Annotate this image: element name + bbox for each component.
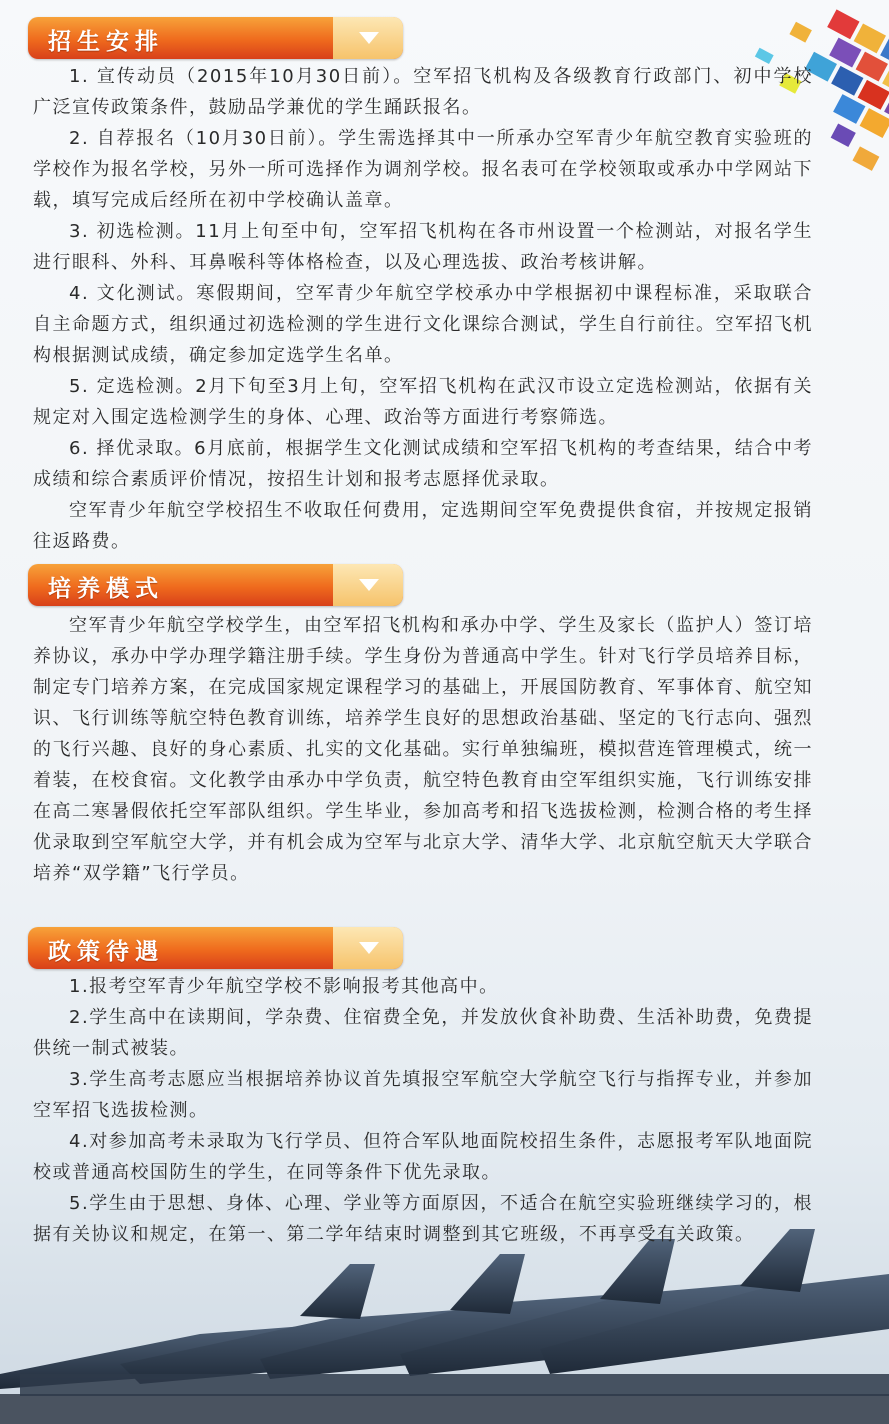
paragraph: 1. 宣传动员（2015年10月30日前）。空军招飞机构及各级教育行政部门、初中学校广泛宣传政策条件，鼓励品学兼优的学生踊跃报名。 (33, 66, 813, 118)
chevron-down-icon (359, 32, 379, 44)
paragraph: 4. 文化测试。寒假期间，空军青少年航空学校承办中学根据初中课程标准，采取联合自主命题方式，组织通过初选检测的学生进行文化课综合测试，学生自行前往。空军招飞机构根据测试成绩，确定参加定选学生名单。 (33, 283, 813, 366)
section-body-training (33, 610, 813, 889)
paragraph: 3.学生高考志愿应当根据培养协议首先填报空军航空大学航空飞行与指挥专业，并参加空军招飞选拔检测。 (33, 1069, 813, 1121)
paragraph: 5.学生由于思想、身体、心理、学业等方面原因，不适合在航空实验班继续学习的，根据有关协议和规定，在第一、第二学年结束时调整到其它班级，不再享受有关政策。 (33, 1193, 813, 1245)
section-body-policy (33, 971, 813, 1250)
paragraph: 4.对参加高考未录取为飞行学员、但符合军队地面院校招生条件，志愿报考军队地面院校或普通高校国防生的学生，在同等条件下优先录取。 (33, 1131, 813, 1183)
paragraph: 3. 初选检测。11月上旬至中旬，空军招飞机构在各市州设置一个检测站，对报名学生进行眼科、外科、耳鼻喉科等体格检查，以及心理选拔、政治考核讲解。 (33, 221, 813, 273)
section-header-policy[interactable] (28, 927, 403, 969)
paragraph: 空军青少年航空学校招生不收取任何费用，定选期间空军免费提供食宿，并按规定报销往返路费。 (33, 500, 813, 552)
section-toggle[interactable] (333, 564, 403, 606)
paragraph: 5. 定选检测。2月下旬至3月上旬，空军招飞机构在武汉市设立定选检测站，依据有关规定对入围定选检测学生的身体、心理、政治等方面进行考察筛选。 (33, 376, 813, 428)
section-body-enrollment (33, 61, 813, 557)
section-title: 培养模式 (48, 575, 164, 602)
paragraph: 2.学生高中在读期间，学杂费、住宿费全免，并发放伙食补助费、生活补助费，免费提供统一制式被装。 (33, 1007, 813, 1059)
fighter-jets-lineup (0, 1224, 889, 1424)
section-toggle[interactable] (333, 927, 403, 969)
section-title: 招生安排 (48, 28, 164, 55)
section-header-enrollment[interactable] (28, 17, 403, 59)
paragraph: 空军青少年航空学校学生，由空军招飞机构和承办中学、学生及家长（监护人）签订培养协议，承办中学办理学籍注册手续。学生身份为普通高中学生。针对飞行学员培养目标，制定专门培养方案，在完成国家规定课程学习的基础上，开展国防教育、军事体育、航空知识、飞行训练等航空特色教育训练，培养学生良好的思想政治基础、坚定的飞行志向、强烈的飞行兴趣、良好的身心素质、扎实的文化基础。实行单独编班，模拟营连管理模式，统一着装，在校食宿。文化教学由承办中学负责，航空特色教育由空军组织实施，飞行训练安排在高二寒暑假依托空军部队组织。学生毕业，参加高考和招飞选拔检测，检测合格的考生择优录取到空军航空大学，并有机会成为空军与北京大学、清华大学、北京航空航天大学联合培养“双学籍”飞行学员。 (33, 615, 813, 884)
section-toggle[interactable] (333, 17, 403, 59)
chevron-down-icon (359, 579, 379, 591)
chevron-down-icon (359, 942, 379, 954)
paragraph: 1.报考空军青少年航空学校不影响报考其他高中。 (69, 976, 499, 997)
section-header-training[interactable] (28, 564, 403, 606)
paragraph: 6. 择优录取。6月底前，根据学生文化测试成绩和空军招飞机构的考查结果，结合中考成绩和综合素质评价情况，按招生计划和报考志愿择优录取。 (33, 438, 813, 490)
paragraph: 2. 自荐报名（10月30日前）。学生需选择其中一所承办空军青少年航空教育实验班的学校作为报名学校，另外一所可选择作为调剂学校。报名表可在学校领取或承办中学网站下载，填写完成后经所在初中学校确认盖章。 (33, 128, 813, 211)
section-title: 政策待遇 (48, 938, 164, 965)
